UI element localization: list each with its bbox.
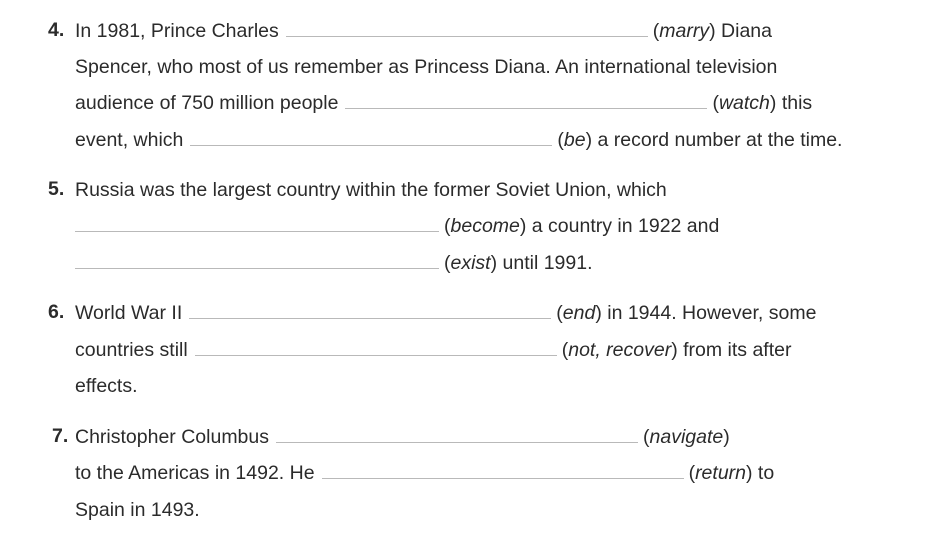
answer-blank[interactable]: [189, 302, 551, 319]
verb-hint: (navigate): [643, 426, 730, 448]
sentence-text: Spencer, who most of us remember as Princess Diana. An international television: [75, 56, 778, 78]
question-line: [75, 498, 200, 522]
sentence-text: Diana: [715, 20, 772, 42]
verb-hint: (end): [556, 302, 602, 324]
verb-hint: (become): [444, 215, 527, 237]
sentence-text: audience of 750 million people: [75, 92, 339, 114]
verb-hint: (return): [688, 462, 753, 484]
question-line: [75, 128, 842, 152]
question-line: [75, 91, 812, 115]
verb-hint: (exist): [444, 252, 498, 274]
question-number: 5.: [48, 178, 65, 200]
answer-blank[interactable]: [286, 20, 648, 37]
question-line: [68, 251, 593, 275]
sentence-text: In 1981, Prince Charles: [75, 20, 279, 42]
answer-blank[interactable]: [190, 129, 552, 146]
answer-blank[interactable]: [345, 92, 707, 109]
sentence-text: a record number at the time.: [592, 129, 843, 151]
sentence-text: this: [776, 92, 813, 114]
verb-hint: (watch): [712, 92, 777, 114]
question-line: [75, 374, 138, 398]
answer-blank[interactable]: [75, 252, 439, 269]
sentence-text: Christopher Columbus: [75, 426, 270, 448]
question-line: [75, 301, 816, 325]
question-line: [68, 214, 719, 238]
sentence-text: effects.: [75, 375, 138, 397]
question-line: [75, 19, 772, 43]
question-number: 6.: [48, 301, 65, 323]
question-number: 4.: [48, 19, 65, 41]
question-line: [75, 425, 730, 449]
answer-blank[interactable]: [75, 215, 439, 232]
answer-blank[interactable]: [276, 426, 638, 443]
sentence-text: until 1991.: [497, 252, 593, 274]
sentence-text: to the Americas in 1492. He: [75, 462, 315, 484]
question-line: [75, 461, 774, 485]
sentence-text: event, which: [75, 129, 184, 151]
verb-hint: (not, recover): [561, 339, 678, 361]
question-line: [75, 338, 791, 362]
answer-blank[interactable]: [322, 462, 684, 479]
answer-blank[interactable]: [195, 339, 557, 356]
sentence-text: a country in 1922 and: [526, 215, 720, 237]
sentence-text: Russia was the largest country within the former Soviet Union, which: [75, 179, 667, 201]
question-number: 7.: [52, 425, 69, 447]
sentence-text: Spain in 1493.: [75, 499, 200, 521]
verb-hint: (be): [557, 129, 593, 151]
sentence-text: World War II: [75, 302, 183, 324]
sentence-text: in 1944. However, some: [601, 302, 817, 324]
question-line: [75, 178, 667, 202]
sentence-text: countries still: [75, 339, 188, 361]
verb-hint: (marry): [652, 20, 716, 42]
sentence-text: from its after: [677, 339, 792, 361]
sentence-text: to: [752, 462, 775, 484]
question-line: [75, 55, 777, 79]
